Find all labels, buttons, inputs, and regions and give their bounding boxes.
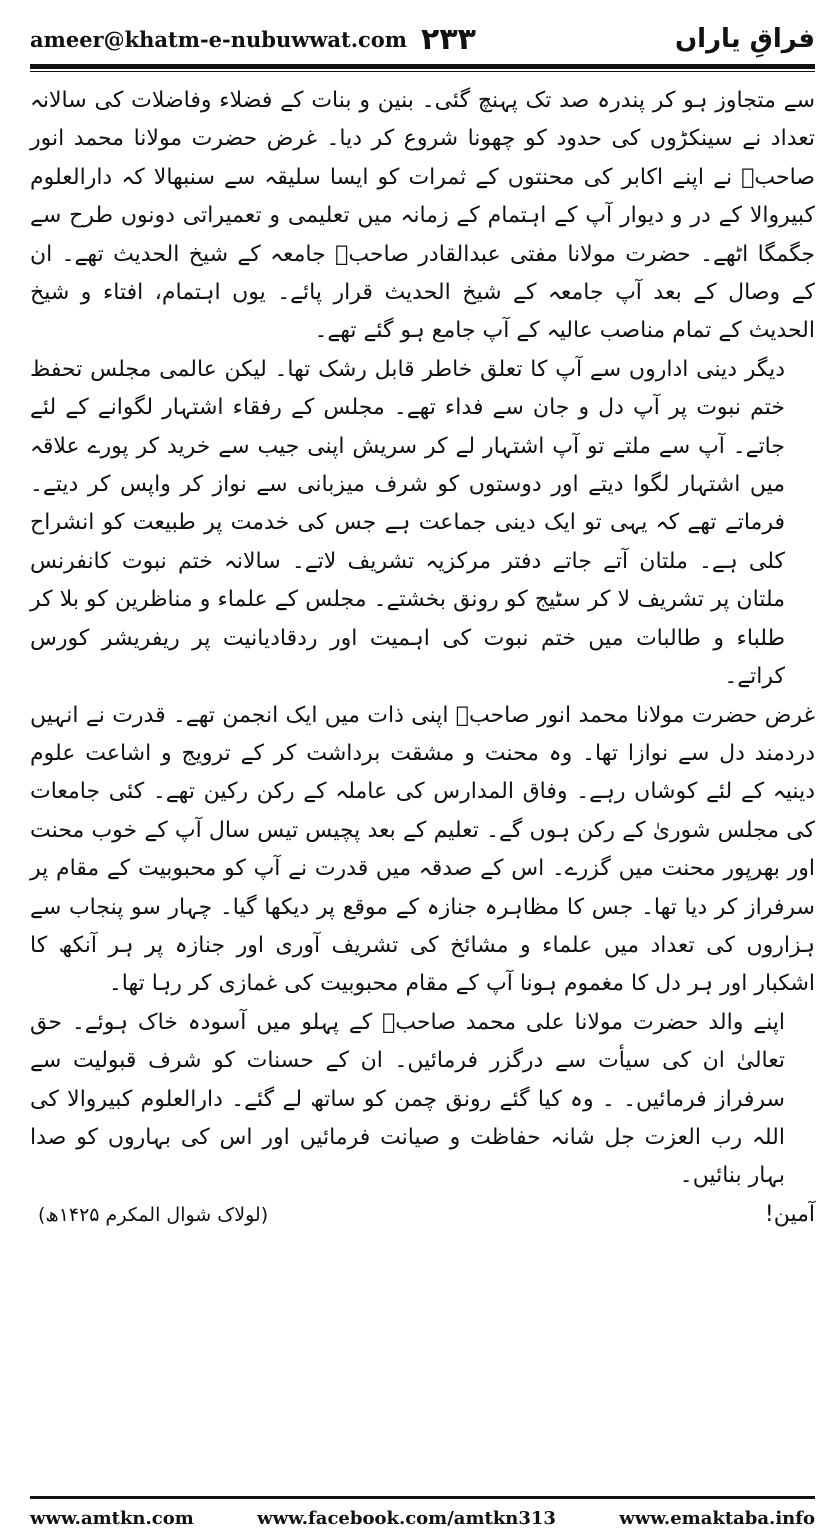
footer-link-amtkn[interactable]: www.amtkn.com (30, 1507, 194, 1529)
closing-line (30, 1196, 815, 1234)
header-email[interactable]: ameer@khatm-e-nubuwwat.com (30, 26, 408, 52)
amen-text: آمین! (764, 1201, 815, 1227)
article-body (30, 82, 815, 1234)
header-rule-thin (30, 71, 815, 72)
header-left-group (30, 22, 476, 57)
footer-link-facebook[interactable]: www.facebook.com/amtkn313 (257, 1507, 556, 1529)
paragraph-2: دیگر دینی اداروں سے آپ کا تعلق خاطر قابل رشک تھا۔ لیکن عالمی مجلس تحفظ ختم نبوت پر آپ دل و جان سے فداء تھے۔ مجلس کے رفقاء اشتہار لگوانے کے لئے جاتے۔ آپ سے ملتے تو آپ اشتہار لے کر سریش اپنی جیب سے خرید کر پورے علاقہ میں اشتہار لگوا دیتے اور دوستوں کو شرف میزبانی سے نواز کر واپس کر دیتے۔ فرماتے تھے کہ یہی تو ایک دینی جماعت ہے جس کی خدمت پر طبیعت کو انشراح کلی ہے۔ ملتان آتے جاتے دفتر مرکزیہ تشریف لاتے۔ سالانہ ختم نبوت کانفرنس ملتان پر تشریف لا کر سٹیج کو رونق بخشتے۔ مجلس کے علماء و مناظرین کو بلا کر طلباء و طالبات میں ختم نبوت کی اہمیت اور ردقادیانیت پر ریفریشر کورس کراتے۔ (30, 356, 785, 690)
paragraph-4: اپنے والد حضرت مولانا علی محمد صاحبؒ کے پہلو میں آسودہ خاک ہوئے۔ حق تعالیٰ ان کی سیأت سے درگزر فرمائیں۔ ان کے حسنات کو شرف قبولیت سے سرفراز فرمائیں۔ ۔ وہ کیا گئے رونق چمن کو ساتھ لے گئے۔ دارالعلوم کبیروالا کی اللہ رب العزت جل شانہ حفاظت و صیانت فرمائیں اور اس کی بہاروں کو صدا بہار بنائیں۔ (30, 1009, 785, 1189)
page-footer (30, 1503, 815, 1533)
page-header (30, 14, 815, 64)
paragraph-3: غرض حضرت مولانا محمد انور صاحبؒ اپنی ذات میں ایک انجمن تھے۔ قدرت نے انہیں دردمند دل سے نوازا تھا۔ وہ محنت و مشقت برداشت کر کے ترویج و اشاعت علوم دینیہ کے لئے کوشاں رہے۔ وفاق المدارس کی عاملہ کے رکن رکین تھے۔ کئی جامعات کی مجلس شوریٰ کے رکن ہوں گے۔ تعلیم کے بعد پچیس تیس سال آپ کے خوب محنت اور بھرپور محنت میں گزرے۔ اس کے صدقہ میں قدرت نے آپ کو محبوبیت کے مقام پر سرفراز کر دیا تھا۔ جس کا مظاہرہ جنازہ کے موقع پر دیکھا گیا۔ چہار سو پنجاب سے ہزاروں کی تعداد میں علماء و مشائخ کی تشریف آوری اور جنازہ پر ہر آنکھ کا اشکبار اور ہر دل کا مغموم ہونا آپ کے مقام محبوبیت کی غمازی کر رہا تھا۔ (30, 702, 815, 997)
paragraph-1: سے متجاوز ہو کر پندرہ صد تک پہنچ گئی۔ بنین و بنات کے فضلاء وفاضلات کی سالانہ تعداد نے سینکڑوں کی حدود کو چھونا شروع کر دیا۔ غرض حضرت مولانا محمد انور صاحبؒ نے اپنے اکابر کی محنتوں کے ثمرات کو ایسا سلیقہ سے سنبھالا کہ دارالعلوم کبیروالا کے در و دیوار آپ کے اہتمام کے زمانہ میں تعلیمی و تعمیراتی دونوں طرح سے جگمگا اٹھے۔ حضرت مولانا مفتی عبدالقادر صاحبؒ جامعہ کے شیخ الحدیث تھے۔ ان کے وصال کے بعد آپ جامعہ کے شیخ الحدیث قرار پائے۔ یوں اہتمام، افتاء و شیخ الحدیث کے تمام مناصب عالیہ کے آپ جامع ہو گئے تھے۔ (30, 88, 815, 344)
book-title: فراقِ یاراں (674, 24, 815, 54)
footer-rule (30, 1496, 815, 1499)
source-reference: (لولاک شوال المکرم ۱۴۲۵ھ) (38, 1203, 269, 1226)
page-number: ۲۳۳ (421, 21, 476, 57)
header-rule-thick (30, 64, 815, 69)
footer-link-emaktaba[interactable]: www.emaktaba.info (619, 1507, 815, 1529)
